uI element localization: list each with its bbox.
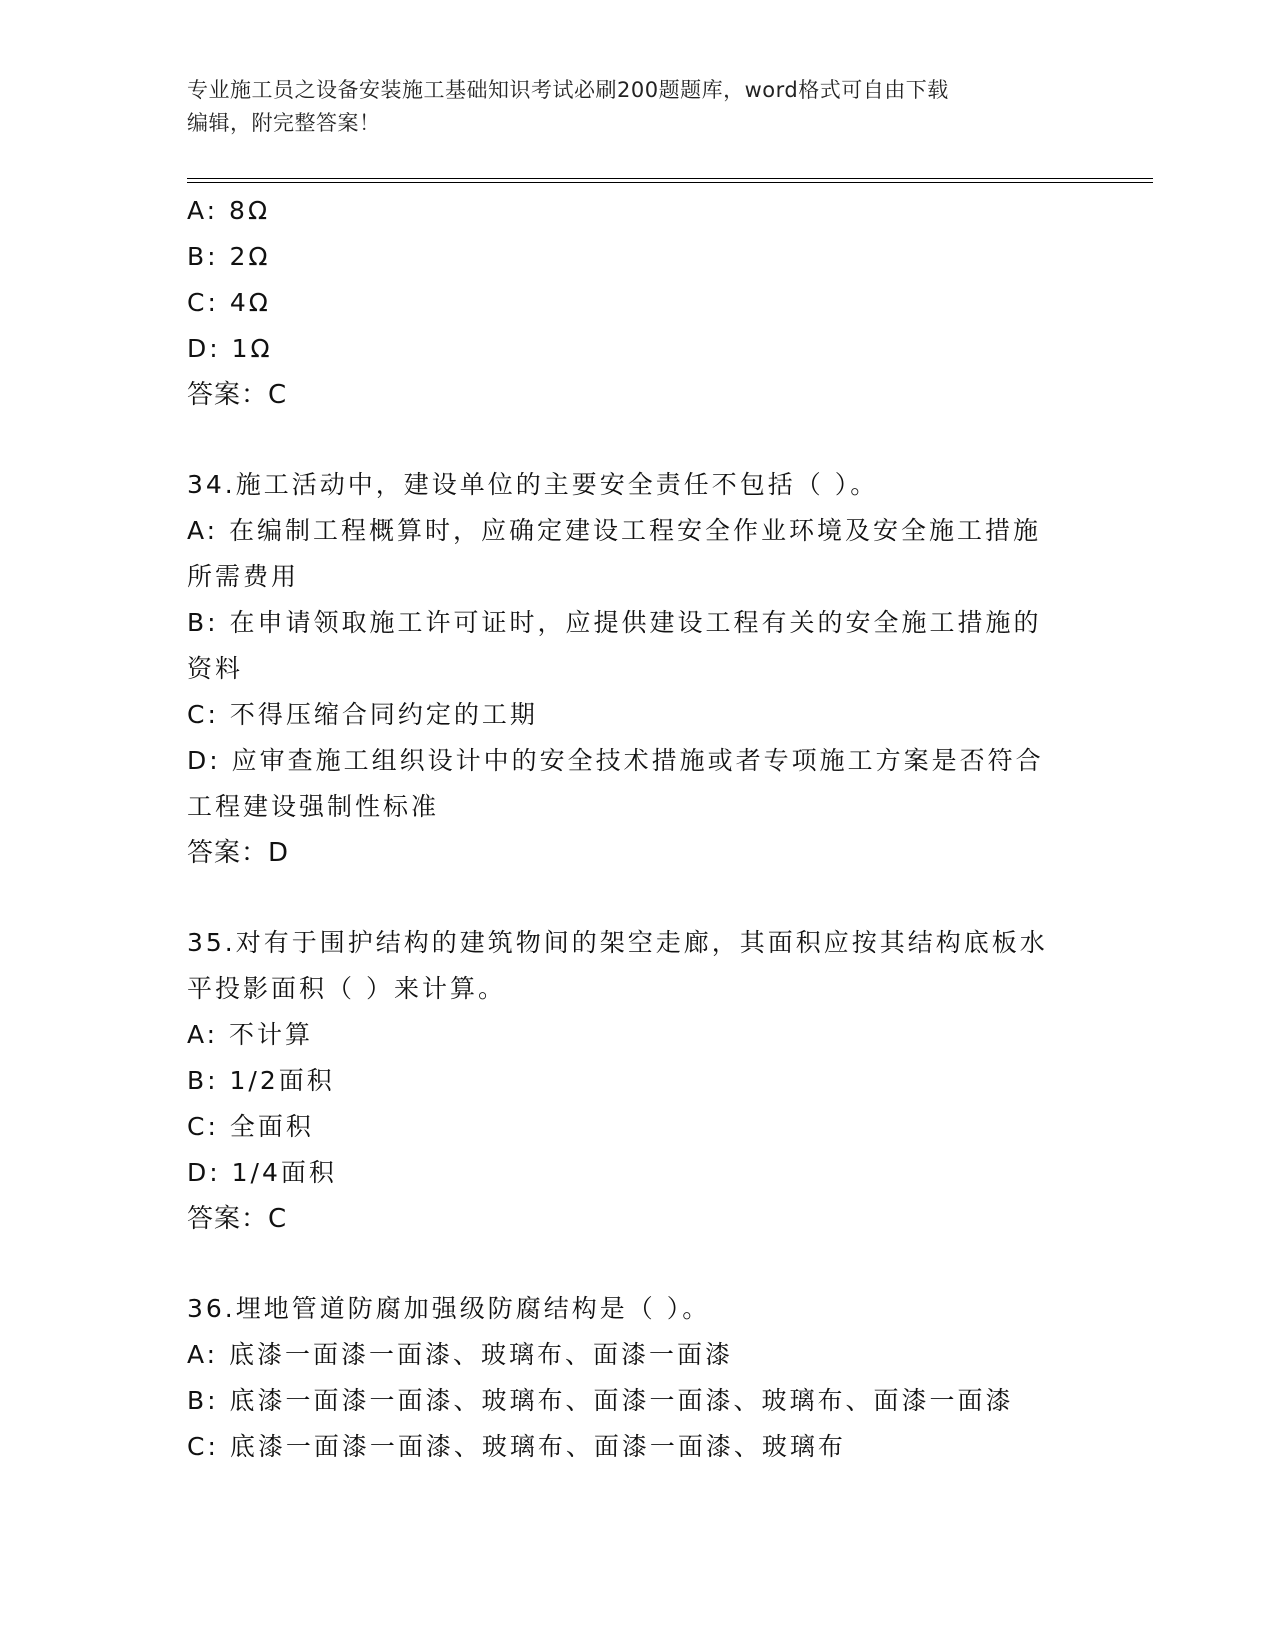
question-list xyxy=(187,188,1077,1470)
option-c: C: 不得压缩合同约定的工期 xyxy=(187,700,538,729)
question-stem-continued: 平投影面积（ ）来计算。 xyxy=(187,974,506,1003)
header-rule-top xyxy=(187,178,1153,179)
option-b-continued: 资料 xyxy=(187,654,244,683)
header-title-line-1: 专业施工员之设备安装施工基础知识考试必刷200题题库，word格式可自由下载 xyxy=(187,78,949,102)
question-35 xyxy=(187,920,1077,1242)
header-title-line-2: 编辑，附完整答案！ xyxy=(187,111,381,135)
question-36 xyxy=(187,1286,1077,1470)
option-b: B: 底漆一面漆一面漆、玻璃布、面漆一面漆、玻璃布、面漆一面漆 xyxy=(187,1386,1014,1415)
option-b: B: 2Ω xyxy=(187,242,271,271)
option-d: D: 1Ω xyxy=(187,334,273,363)
option-c: C: 全面积 xyxy=(187,1112,314,1141)
answer: 答案：D xyxy=(187,838,290,868)
option-a: A: 在编制工程概算时，应确定建设工程安全作业环境及安全施工措施 xyxy=(187,516,1042,545)
answer: 答案：C xyxy=(187,380,288,410)
option-a-continued: 所需费用 xyxy=(187,562,300,591)
answer: 答案：C xyxy=(187,1204,288,1234)
option-a: A: 不计算 xyxy=(187,1020,314,1049)
option-a: A: 底漆一面漆一面漆、玻璃布、面漆一面漆 xyxy=(187,1340,734,1369)
option-b: B: 在申请领取施工许可证时，应提供建设工程有关的安全施工措施的 xyxy=(187,608,1042,637)
option-d: D: 1/4面积 xyxy=(187,1158,337,1187)
question-33 xyxy=(187,188,1077,418)
question-stem: 36.埋地管道防腐加强级防腐结构是（ ）。 xyxy=(187,1294,711,1323)
question-stem: 35.对有于围护结构的建筑物间的架空走廊，其面积应按其结构底板水 xyxy=(187,928,1048,957)
option-d: D: 应审查施工组织设计中的安全技术措施或者专项施工方案是否符合 xyxy=(187,746,1044,775)
question-stem: 34.施工活动中，建设单位的主要安全责任不包括（ ）。 xyxy=(187,470,879,499)
document-header xyxy=(187,74,1087,140)
option-d-continued: 工程建设强制性标准 xyxy=(187,792,440,821)
option-c: C: 4Ω xyxy=(187,288,271,317)
option-a: A: 8Ω xyxy=(187,196,271,225)
option-c: C: 底漆一面漆一面漆、玻璃布、面漆一面漆、玻璃布 xyxy=(187,1432,846,1461)
header-rule-bottom xyxy=(187,182,1153,183)
question-34 xyxy=(187,462,1077,876)
option-b: B: 1/2面积 xyxy=(187,1066,335,1095)
